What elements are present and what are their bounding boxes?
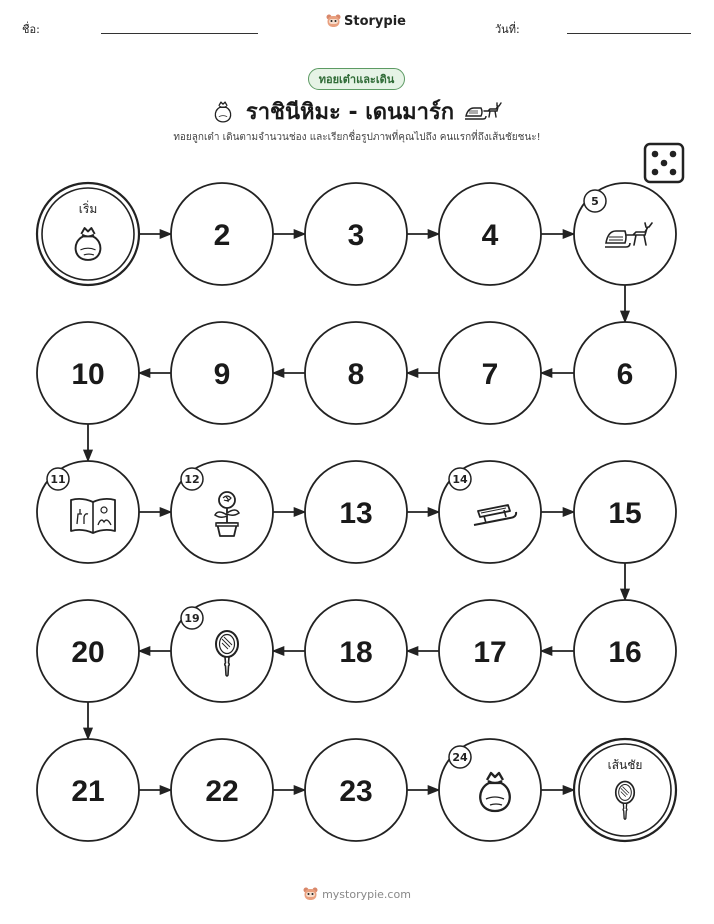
- space-number: 23: [339, 775, 373, 808]
- space-number: 8: [347, 358, 365, 391]
- space-number: 13: [339, 497, 373, 530]
- board-space-16[interactable]: [574, 600, 676, 702]
- space-number: 20: [71, 636, 105, 669]
- date-label: วันที่:: [495, 23, 520, 36]
- board-space-6[interactable]: [574, 322, 676, 424]
- board-space-24[interactable]: [439, 739, 541, 841]
- game-type-tag: ทอยเต๋าและเดิน: [308, 68, 405, 90]
- board-space-22[interactable]: [171, 739, 273, 841]
- space-number: 9: [213, 358, 231, 391]
- finish-label: เส้นชัย: [607, 758, 643, 772]
- instructions: ทอยลูกเต๋า เดินตามจำนวนช่อง และเรียกชื่อรูปภาพที่คุณไปถึง คนแรกที่ถึงเส้นชัยชนะ!: [173, 132, 541, 143]
- board-space-12[interactable]: [171, 461, 273, 563]
- page-title: ราชินีหิมะ - เดนมาร์ก: [245, 100, 455, 125]
- space-number: 15: [608, 497, 642, 530]
- board-space-19[interactable]: [171, 600, 273, 702]
- start-label: เริ่ม: [78, 202, 98, 216]
- name-label: ชื่อ:: [22, 23, 40, 36]
- space-number: 22: [205, 775, 239, 808]
- space-number: 16: [608, 636, 642, 669]
- board-space-18[interactable]: [305, 600, 407, 702]
- board-space-25[interactable]: [574, 739, 676, 841]
- board-space-13[interactable]: [305, 461, 407, 563]
- space-number: 11: [50, 473, 66, 486]
- space-number: 21: [71, 775, 105, 808]
- board-space-23[interactable]: [305, 739, 407, 841]
- space-number: 17: [473, 636, 507, 669]
- storypie-mascot-icon: [303, 886, 318, 902]
- board-space-4[interactable]: [439, 183, 541, 285]
- board-space-3[interactable]: [305, 183, 407, 285]
- space-number: 18: [339, 636, 373, 669]
- board-space-1[interactable]: [37, 183, 139, 285]
- board-space-21[interactable]: [37, 739, 139, 841]
- space-number: 2: [213, 219, 231, 252]
- space-number: 14: [452, 473, 468, 486]
- board-space-14[interactable]: [439, 461, 541, 563]
- space-number: 6: [616, 358, 634, 391]
- potted-rose-icon: [215, 492, 239, 536]
- footer: [0, 886, 714, 902]
- board-space-2[interactable]: [171, 183, 273, 285]
- space-number: 3: [347, 219, 365, 252]
- board-space-5[interactable]: [574, 183, 676, 285]
- board-space-8[interactable]: [305, 322, 407, 424]
- brand-name: Storypie: [344, 13, 406, 29]
- board-space-9[interactable]: [171, 322, 273, 424]
- footer-url: mystorypie.com: [322, 887, 411, 901]
- space-number: 19: [184, 612, 200, 625]
- space-number: 10: [71, 358, 105, 391]
- space-number: 12: [184, 473, 200, 486]
- board-space-11[interactable]: [37, 461, 139, 563]
- space-number: 7: [481, 358, 499, 391]
- space-number: 5: [591, 195, 599, 208]
- board-space-7[interactable]: [439, 322, 541, 424]
- board-space-17[interactable]: [439, 600, 541, 702]
- board-space-20[interactable]: [37, 600, 139, 702]
- board-space-10[interactable]: [37, 322, 139, 424]
- board-space-15[interactable]: [574, 461, 676, 563]
- space-number: 4: [481, 219, 499, 252]
- storybook-icon: [71, 499, 115, 533]
- space-number: 24: [452, 751, 468, 764]
